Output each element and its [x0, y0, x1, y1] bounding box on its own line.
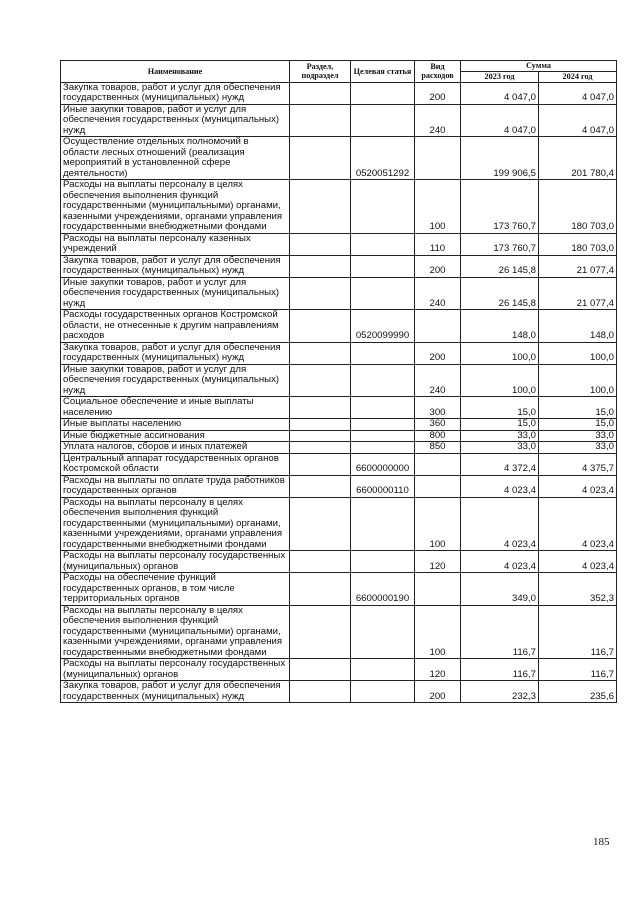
- cell-sum-2024: 148,0: [539, 310, 617, 343]
- cell-sum-2023: 33,0: [461, 430, 539, 442]
- cell-section: [290, 551, 351, 573]
- cell-section: [290, 681, 351, 703]
- cell-sum-2023: 100,0: [461, 364, 539, 397]
- cell-name: Расходы на выплаты персоналу казенных учреждений: [61, 233, 290, 255]
- cell-target: [351, 82, 415, 104]
- cell-sum-2024: 21 077,4: [539, 277, 617, 310]
- cell-target: [351, 104, 415, 137]
- header-section: Раздел, подраздел: [290, 61, 351, 83]
- budget-table: [60, 60, 617, 703]
- cell-type: 200: [415, 82, 461, 104]
- cell-name: Расходы на обеспечение функций государственных органов, в том числе территориальных органов: [61, 573, 290, 606]
- header-name: Наименование: [61, 61, 290, 83]
- cell-sum-2024: 15,0: [539, 419, 617, 431]
- cell-section: [290, 82, 351, 104]
- cell-name: Закупка товаров, работ и услуг для обеспечения государственных (муниципальных) нужд: [61, 255, 290, 277]
- table-row: [61, 659, 617, 681]
- cell-name: Центральный аппарат государственных органов Костромской области: [61, 453, 290, 475]
- table-row: [61, 82, 617, 104]
- cell-name: Расходы на выплаты персоналу в целях обеспечения выполнения функций государственными (муниципальными) органами, казенными учреждениями, органами управления государственными внебюджетными фондами: [61, 497, 290, 551]
- header-target: Целевая статья: [351, 61, 415, 83]
- table-row: [61, 573, 617, 606]
- cell-sum-2023: 148,0: [461, 310, 539, 343]
- cell-section: [290, 277, 351, 310]
- cell-sum-2024: 100,0: [539, 342, 617, 364]
- table-row: [61, 342, 617, 364]
- table-row: [61, 397, 617, 419]
- cell-name: Закупка товаров, работ и услуг для обеспечения государственных (муниципальных) нужд: [61, 681, 290, 703]
- table-row: [61, 475, 617, 497]
- cell-target: 0520099990: [351, 310, 415, 343]
- cell-type: 100: [415, 497, 461, 551]
- cell-type: 240: [415, 364, 461, 397]
- cell-type: [415, 310, 461, 343]
- cell-section: [290, 497, 351, 551]
- cell-name: Уплата налогов, сборов и иных платежей: [61, 442, 290, 454]
- table-row: [61, 104, 617, 137]
- cell-section: [290, 605, 351, 659]
- cell-sum-2024: 4 047,0: [539, 82, 617, 104]
- cell-type: 240: [415, 104, 461, 137]
- cell-target: [351, 442, 415, 454]
- table-row: [61, 364, 617, 397]
- cell-sum-2023: 100,0: [461, 342, 539, 364]
- cell-target: 6600000190: [351, 573, 415, 606]
- cell-section: [290, 310, 351, 343]
- cell-sum-2023: 26 145,8: [461, 277, 539, 310]
- cell-target: [351, 497, 415, 551]
- cell-type: 300: [415, 397, 461, 419]
- cell-type: 200: [415, 342, 461, 364]
- cell-sum-2024: 116,7: [539, 605, 617, 659]
- table-row: [61, 310, 617, 343]
- cell-sum-2023: 15,0: [461, 419, 539, 431]
- cell-type: 200: [415, 681, 461, 703]
- table-row: [61, 430, 617, 442]
- cell-sum-2024: 180 703,0: [539, 180, 617, 234]
- cell-sum-2024: 352,3: [539, 573, 617, 606]
- cell-sum-2024: 4 023,4: [539, 475, 617, 497]
- cell-sum-2024: 15,0: [539, 397, 617, 419]
- cell-sum-2023: 4 023,4: [461, 497, 539, 551]
- cell-sum-2024: 4 375,7: [539, 453, 617, 475]
- cell-name: Расходы на выплаты персоналу государственных (муниципальных) органов: [61, 551, 290, 573]
- cell-sum-2024: 4 023,4: [539, 551, 617, 573]
- cell-sum-2024: 116,7: [539, 659, 617, 681]
- cell-sum-2024: 4 047,0: [539, 104, 617, 137]
- cell-sum-2023: 173 760,7: [461, 233, 539, 255]
- cell-section: [290, 659, 351, 681]
- cell-type: [415, 137, 461, 180]
- cell-type: 100: [415, 605, 461, 659]
- cell-name: Иные выплаты населению: [61, 419, 290, 431]
- cell-type: [415, 453, 461, 475]
- cell-type: [415, 573, 461, 606]
- table-row: [61, 419, 617, 431]
- cell-name: Иные закупки товаров, работ и услуг для обеспечения государственных (муниципальных) нужд: [61, 277, 290, 310]
- cell-type: 360: [415, 419, 461, 431]
- cell-sum-2024: 33,0: [539, 430, 617, 442]
- cell-type: 800: [415, 430, 461, 442]
- cell-sum-2024: 21 077,4: [539, 255, 617, 277]
- table-header: [61, 61, 617, 83]
- cell-sum-2024: 180 703,0: [539, 233, 617, 255]
- header-type: Вид расходов: [415, 61, 461, 83]
- cell-section: [290, 255, 351, 277]
- cell-target: [351, 659, 415, 681]
- cell-section: [290, 430, 351, 442]
- cell-section: [290, 342, 351, 364]
- cell-sum-2023: 4 372,4: [461, 453, 539, 475]
- cell-section: [290, 397, 351, 419]
- cell-type: 100: [415, 180, 461, 234]
- cell-target: [351, 605, 415, 659]
- cell-sum-2024: 235,6: [539, 681, 617, 703]
- cell-sum-2023: 4 023,4: [461, 475, 539, 497]
- cell-name: Иные закупки товаров, работ и услуг для обеспечения государственных (муниципальных) нужд: [61, 364, 290, 397]
- cell-name: Расходы государственных органов Костромской области, не отнесенные к другим направлениям расходов: [61, 310, 290, 343]
- cell-name: Иные бюджетные ассигнования: [61, 430, 290, 442]
- cell-target: 6600000000: [351, 453, 415, 475]
- cell-sum-2023: 4 047,0: [461, 104, 539, 137]
- cell-name: Расходы на выплаты персоналу государственных (муниципальных) органов: [61, 659, 290, 681]
- table-row: [61, 255, 617, 277]
- table-row: [61, 442, 617, 454]
- table-row: [61, 277, 617, 310]
- cell-sum-2023: 4 047,0: [461, 82, 539, 104]
- cell-sum-2023: 349,0: [461, 573, 539, 606]
- cell-sum-2023: 26 145,8: [461, 255, 539, 277]
- cell-sum-2023: 232,3: [461, 681, 539, 703]
- table-row: [61, 233, 617, 255]
- cell-name: Расходы на выплаты по оплате труда работников государственных органов: [61, 475, 290, 497]
- cell-section: [290, 475, 351, 497]
- cell-sum-2023: 199 906,5: [461, 137, 539, 180]
- header-year-2023: 2023 год: [461, 71, 539, 82]
- cell-section: [290, 233, 351, 255]
- table-row: [61, 180, 617, 234]
- cell-sum-2023: 33,0: [461, 442, 539, 454]
- cell-type: 120: [415, 551, 461, 573]
- cell-sum-2024: 100,0: [539, 364, 617, 397]
- cell-target: [351, 180, 415, 234]
- cell-sum-2023: 173 760,7: [461, 180, 539, 234]
- cell-section: [290, 364, 351, 397]
- cell-type: 240: [415, 277, 461, 310]
- cell-name: Закупка товаров, работ и услуг для обеспечения государственных (муниципальных) нужд: [61, 82, 290, 104]
- page-number: 185: [593, 836, 610, 848]
- cell-section: [290, 453, 351, 475]
- cell-section: [290, 137, 351, 180]
- cell-target: [351, 397, 415, 419]
- cell-section: [290, 104, 351, 137]
- cell-type: 200: [415, 255, 461, 277]
- cell-section: [290, 442, 351, 454]
- table-row: [61, 681, 617, 703]
- cell-sum-2024: 33,0: [539, 442, 617, 454]
- cell-name: Закупка товаров, работ и услуг для обеспечения государственных (муниципальных) нужд: [61, 342, 290, 364]
- cell-name: Осуществление отдельных полномочий в области лесных отношений (реализация мероприятий в установленной сфере деятельности): [61, 137, 290, 180]
- cell-target: [351, 364, 415, 397]
- cell-target: [351, 681, 415, 703]
- table-row: [61, 453, 617, 475]
- table-body: [61, 82, 617, 703]
- cell-target: 0520051292: [351, 137, 415, 180]
- cell-section: [290, 573, 351, 606]
- cell-section: [290, 419, 351, 431]
- cell-name: Расходы на выплаты персоналу в целях обеспечения выполнения функций государственными (муниципальными) органами, казенными учреждениями, органами управления государственными внебюджетными фондами: [61, 605, 290, 659]
- cell-type: 110: [415, 233, 461, 255]
- cell-target: [351, 233, 415, 255]
- cell-type: [415, 475, 461, 497]
- cell-sum-2023: 116,7: [461, 659, 539, 681]
- cell-type: 120: [415, 659, 461, 681]
- cell-sum-2024: 4 023,4: [539, 497, 617, 551]
- cell-type: 850: [415, 442, 461, 454]
- header-sum: Сумма: [461, 61, 617, 72]
- cell-target: [351, 255, 415, 277]
- cell-sum-2024: 201 780,4: [539, 137, 617, 180]
- table-row: [61, 551, 617, 573]
- table-row: [61, 605, 617, 659]
- cell-target: [351, 419, 415, 431]
- cell-target: [351, 342, 415, 364]
- cell-name: Иные закупки товаров, работ и услуг для обеспечения государственных (муниципальных) нужд: [61, 104, 290, 137]
- cell-target: 6600000110: [351, 475, 415, 497]
- cell-name: Социальное обеспечение и иные выплаты населению: [61, 397, 290, 419]
- cell-name: Расходы на выплаты персоналу в целях обеспечения выполнения функций государственными (муниципальными) органами, казенными учреждениями, органами управления государственными внебюджетными фондами: [61, 180, 290, 234]
- cell-sum-2023: 15,0: [461, 397, 539, 419]
- table-row: [61, 497, 617, 551]
- cell-target: [351, 277, 415, 310]
- header-year-2024: 2024 год: [539, 71, 617, 82]
- cell-sum-2023: 116,7: [461, 605, 539, 659]
- table-row: [61, 137, 617, 180]
- cell-section: [290, 180, 351, 234]
- cell-sum-2023: 4 023,4: [461, 551, 539, 573]
- cell-target: [351, 430, 415, 442]
- cell-target: [351, 551, 415, 573]
